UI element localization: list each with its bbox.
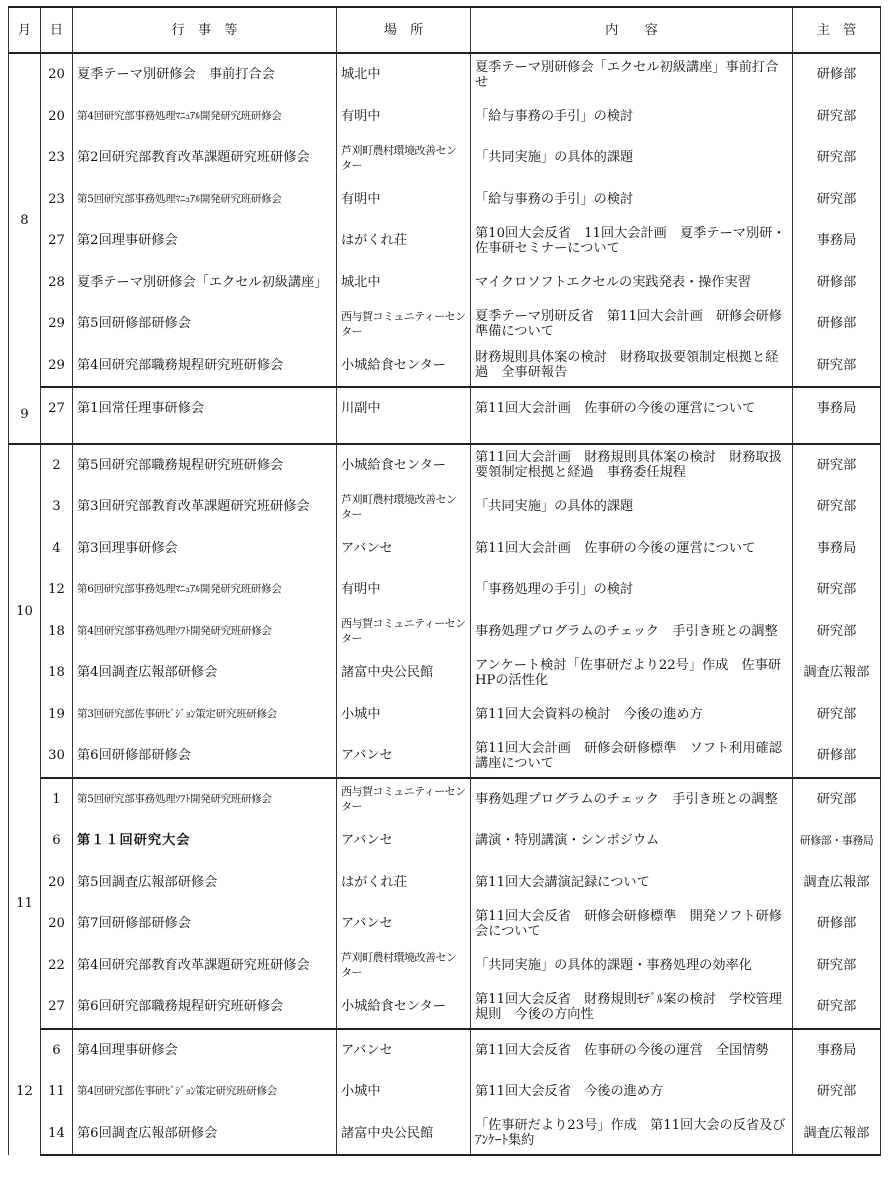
org-cell: 研修部・事務局 — [793, 820, 881, 862]
org-cell: 研修部 — [793, 53, 881, 96]
org-cell: 研究部 — [793, 486, 881, 528]
table-row — [9, 1113, 881, 1156]
place-cell: 有明中 — [337, 96, 471, 138]
day-cell: 2 — [41, 444, 73, 487]
day-cell: 6 — [41, 1029, 73, 1072]
table-row — [9, 652, 881, 694]
content-cell: 夏季テーマ別研修会「エクセル初級講座」事前打合せ — [471, 53, 793, 96]
table-row — [9, 53, 881, 96]
day-cell: 23 — [41, 179, 73, 221]
day-cell: 19 — [41, 694, 73, 736]
org-cell: 研究部 — [793, 986, 881, 1029]
place-cell: 西与賀コミュニティーセンター — [337, 303, 471, 345]
org-cell: 研究部 — [793, 345, 881, 388]
table-row — [9, 820, 881, 862]
table-row — [9, 220, 881, 262]
table-row — [9, 862, 881, 904]
content-cell: 「共同実施」の具体的課題・事務処理の効率化 — [471, 945, 793, 987]
header-month: 月 — [9, 7, 41, 53]
day-cell: 27 — [41, 387, 73, 444]
content-cell: 第11回大会計画 佐事研の今後の運営について — [471, 528, 793, 570]
day-cell: 22 — [41, 945, 73, 987]
org-cell: 研究部 — [793, 179, 881, 221]
table-row — [9, 945, 881, 987]
table-row — [9, 137, 881, 179]
event-cell: 第7回研修部研修会 — [73, 903, 337, 945]
place-cell: 小城給食センター — [337, 986, 471, 1029]
day-cell: 20 — [41, 862, 73, 904]
table-row — [9, 345, 881, 388]
place-cell: アバンセ — [337, 528, 471, 570]
org-cell: 研究部 — [793, 569, 881, 611]
content-cell: 第11回大会計画 財務規則具体案の検討 財務取扱要領制定根拠と経過 事務委任規程 — [471, 444, 793, 487]
event-cell: 第１１回研究大会 — [73, 820, 337, 862]
content-cell: 「給与事務の手引」の検討 — [471, 179, 793, 221]
event-cell: 第5回調査広報部研修会 — [73, 862, 337, 904]
day-cell: 27 — [41, 220, 73, 262]
org-cell: 研究部 — [793, 694, 881, 736]
org-cell: 研究部 — [793, 1071, 881, 1113]
content-cell: 第11回大会講演記録について — [471, 862, 793, 904]
day-cell: 23 — [41, 137, 73, 179]
day-cell: 28 — [41, 262, 73, 304]
event-cell: 第2回研究部教育改革課題研究班研修会 — [73, 137, 337, 179]
event-cell: 第4回研究部教育改革課題研究班研修会 — [73, 945, 337, 987]
day-cell: 20 — [41, 53, 73, 96]
event-cell: 第2回理事研修会 — [73, 220, 337, 262]
event-cell: 第3回研究部佐事研ﾋﾞｼﾞｮﾝ策定研究班研修会 — [73, 694, 337, 736]
event-cell: 第6回研修部研修会 — [73, 735, 337, 778]
table-row — [9, 528, 881, 570]
event-cell: 第4回研究部佐事研ﾋﾞｼﾞｮﾝ策定研究班研修会 — [73, 1071, 337, 1113]
month-cell: 12 — [9, 1029, 41, 1156]
header-day: 日 — [41, 7, 73, 53]
content-cell: 「共同実施」の具体的課題 — [471, 486, 793, 528]
content-cell: 第11回大会反省 佐事研の今後の運営 全国情勢 — [471, 1029, 793, 1072]
place-cell: 有明中 — [337, 179, 471, 221]
month-cell: 9 — [9, 387, 41, 444]
org-cell: 事務局 — [793, 528, 881, 570]
place-cell: はがくれ荘 — [337, 862, 471, 904]
day-cell: 4 — [41, 528, 73, 570]
content-cell: 事務処理プログラムのチェック 手引き班との調整 — [471, 611, 793, 653]
table-row — [9, 735, 881, 778]
month-cell: 10 — [9, 444, 41, 778]
content-cell: 第10回大会反省 11回大会計画 夏季テーマ別研・佐事研セミナーについて — [471, 220, 793, 262]
event-cell: 第4回研究部職務規程研究班研修会 — [73, 345, 337, 388]
place-cell: 小城中 — [337, 694, 471, 736]
org-cell: 研究部 — [793, 778, 881, 821]
place-cell: アバンセ — [337, 903, 471, 945]
table-row — [9, 444, 881, 487]
content-cell: 第11回大会資料の検討 今後の進め方 — [471, 694, 793, 736]
event-cell: 第6回研究部事務処理ﾏﾆｭｱﾙ開発研究班研修会 — [73, 569, 337, 611]
content-cell: マイクロソフトエクセルの実践発表・操作実習 — [471, 262, 793, 304]
place-cell: 諸富中央公民館 — [337, 1113, 471, 1156]
place-cell: 芦刈町農村環境改善センター — [337, 486, 471, 528]
org-cell: 調査広報部 — [793, 652, 881, 694]
day-cell: 3 — [41, 486, 73, 528]
org-cell: 研修部 — [793, 735, 881, 778]
place-cell: 小城給食センター — [337, 444, 471, 487]
table-row — [9, 303, 881, 345]
event-cell: 第4回理事研修会 — [73, 1029, 337, 1072]
place-cell: 諸富中央公民館 — [337, 652, 471, 694]
day-cell: 12 — [41, 569, 73, 611]
day-cell: 11 — [41, 1071, 73, 1113]
place-cell: 小城給食センター — [337, 345, 471, 388]
content-cell: 「佐事研だより23号」作成 第11回大会の反省及びｱﾝｹｰﾄ集約 — [471, 1113, 793, 1156]
org-cell: 研修部 — [793, 303, 881, 345]
day-cell: 1 — [41, 778, 73, 821]
event-cell: 第6回調査広報部研修会 — [73, 1113, 337, 1156]
table-row — [9, 986, 881, 1029]
event-cell: 夏季テーマ別研修会「エクセル初級講座」 — [73, 262, 337, 304]
content-cell: 夏季テーマ別研反省 第11回大会計画 研修会研修準備について — [471, 303, 793, 345]
content-cell: 第11回大会反省 研修会研修標準 開発ソフト研修会について — [471, 903, 793, 945]
place-cell: 西与賀コミュニティーセンター — [337, 778, 471, 821]
org-cell: 研究部 — [793, 137, 881, 179]
event-cell: 第5回研究部事務処理ｿﾌﾄ開発研究班研修会 — [73, 778, 337, 821]
content-cell: 第11回大会反省 財務規則ﾓﾃﾞﾙ案の検討 学校管理規則 今後の方向性 — [471, 986, 793, 1029]
table-row — [9, 262, 881, 304]
day-cell: 6 — [41, 820, 73, 862]
place-cell: 城北中 — [337, 53, 471, 96]
schedule-table — [8, 6, 881, 1156]
table-row — [9, 611, 881, 653]
org-cell: 研修部 — [793, 262, 881, 304]
day-cell: 20 — [41, 903, 73, 945]
event-cell: 夏季テーマ別研修会 事前打合会 — [73, 53, 337, 96]
header-place: 場 所 — [337, 7, 471, 53]
content-cell: 講演・特別講演・シンポジウム — [471, 820, 793, 862]
org-cell: 事務局 — [793, 1029, 881, 1072]
org-cell: 研究部 — [793, 96, 881, 138]
table-row — [9, 903, 881, 945]
content-cell: 「共同実施」の具体的課題 — [471, 137, 793, 179]
content-cell: 第11回大会反省 今後の進め方 — [471, 1071, 793, 1113]
place-cell: 有明中 — [337, 569, 471, 611]
day-cell: 14 — [41, 1113, 73, 1156]
table-row — [9, 1029, 881, 1072]
place-cell: 芦刈町農村環境改善センター — [337, 137, 471, 179]
header-row — [9, 7, 881, 53]
place-cell: 小城中 — [337, 1071, 471, 1113]
table-row — [9, 486, 881, 528]
day-cell: 18 — [41, 652, 73, 694]
content-cell: 財務規則具体案の検討 財務取扱要領制定根拠と経過 全事研報告 — [471, 345, 793, 388]
event-cell: 第1回常任理事研修会 — [73, 387, 337, 444]
table-row — [9, 778, 881, 821]
event-cell: 第5回研究部職務規程研究班研修会 — [73, 444, 337, 487]
day-cell: 29 — [41, 345, 73, 388]
event-cell: 第5回研究部事務処理ﾏﾆｭｱﾙ開発研究班研修会 — [73, 179, 337, 221]
org-cell: 研究部 — [793, 945, 881, 987]
org-cell: 事務局 — [793, 220, 881, 262]
event-cell: 第4回研究部事務処理ﾏﾆｭｱﾙ開発研究班研修会 — [73, 96, 337, 138]
event-cell: 第5回研修部研修会 — [73, 303, 337, 345]
place-cell: アバンセ — [337, 1029, 471, 1072]
org-cell: 研修部 — [793, 903, 881, 945]
place-cell: 城北中 — [337, 262, 471, 304]
org-cell: 調査広報部 — [793, 862, 881, 904]
content-cell: 事務処理プログラムのチェック 手引き班との調整 — [471, 778, 793, 821]
header-event: 行 事 等 — [73, 7, 337, 53]
day-cell: 20 — [41, 96, 73, 138]
day-cell: 29 — [41, 303, 73, 345]
org-cell: 調査広報部 — [793, 1113, 881, 1156]
event-cell: 第4回研究部事務処理ｿﾌﾄ開発研究班研修会 — [73, 611, 337, 653]
month-cell: 11 — [9, 778, 41, 1029]
event-cell: 第3回研究部教育改革課題研究班研修会 — [73, 486, 337, 528]
event-cell: 第6回研究部職務規程研究班研修会 — [73, 986, 337, 1029]
place-cell: 川副中 — [337, 387, 471, 444]
place-cell: アバンセ — [337, 820, 471, 862]
header-org: 主 管 — [793, 7, 881, 53]
org-cell: 研究部 — [793, 611, 881, 653]
org-cell: 研究部 — [793, 444, 881, 487]
day-cell: 18 — [41, 611, 73, 653]
content-cell: 第11回大会計画 研修会研修標準 ソフト利用確認講座について — [471, 735, 793, 778]
event-cell: 第4回調査広報部研修会 — [73, 652, 337, 694]
header-content: 内 容 — [471, 7, 793, 53]
month-cell: 8 — [9, 53, 41, 387]
content-cell: 第11回大会計画 佐事研の今後の運営について — [471, 387, 793, 444]
content-cell: アンケート検討「佐事研だより22号」作成 佐事研HPの活性化 — [471, 652, 793, 694]
place-cell: はがくれ荘 — [337, 220, 471, 262]
table-row — [9, 1071, 881, 1113]
place-cell: アバンセ — [337, 735, 471, 778]
table-row — [9, 179, 881, 221]
table-row — [9, 96, 881, 138]
org-cell: 事務局 — [793, 387, 881, 444]
table-row — [9, 694, 881, 736]
event-cell: 第3回理事研修会 — [73, 528, 337, 570]
day-cell: 27 — [41, 986, 73, 1029]
day-cell: 30 — [41, 735, 73, 778]
table-row — [9, 569, 881, 611]
place-cell: 西与賀コミュニティーセンター — [337, 611, 471, 653]
place-cell: 芦刈町農村環境改善センター — [337, 945, 471, 987]
content-cell: 「事務処理の手引」の検討 — [471, 569, 793, 611]
content-cell: 「給与事務の手引」の検討 — [471, 96, 793, 138]
